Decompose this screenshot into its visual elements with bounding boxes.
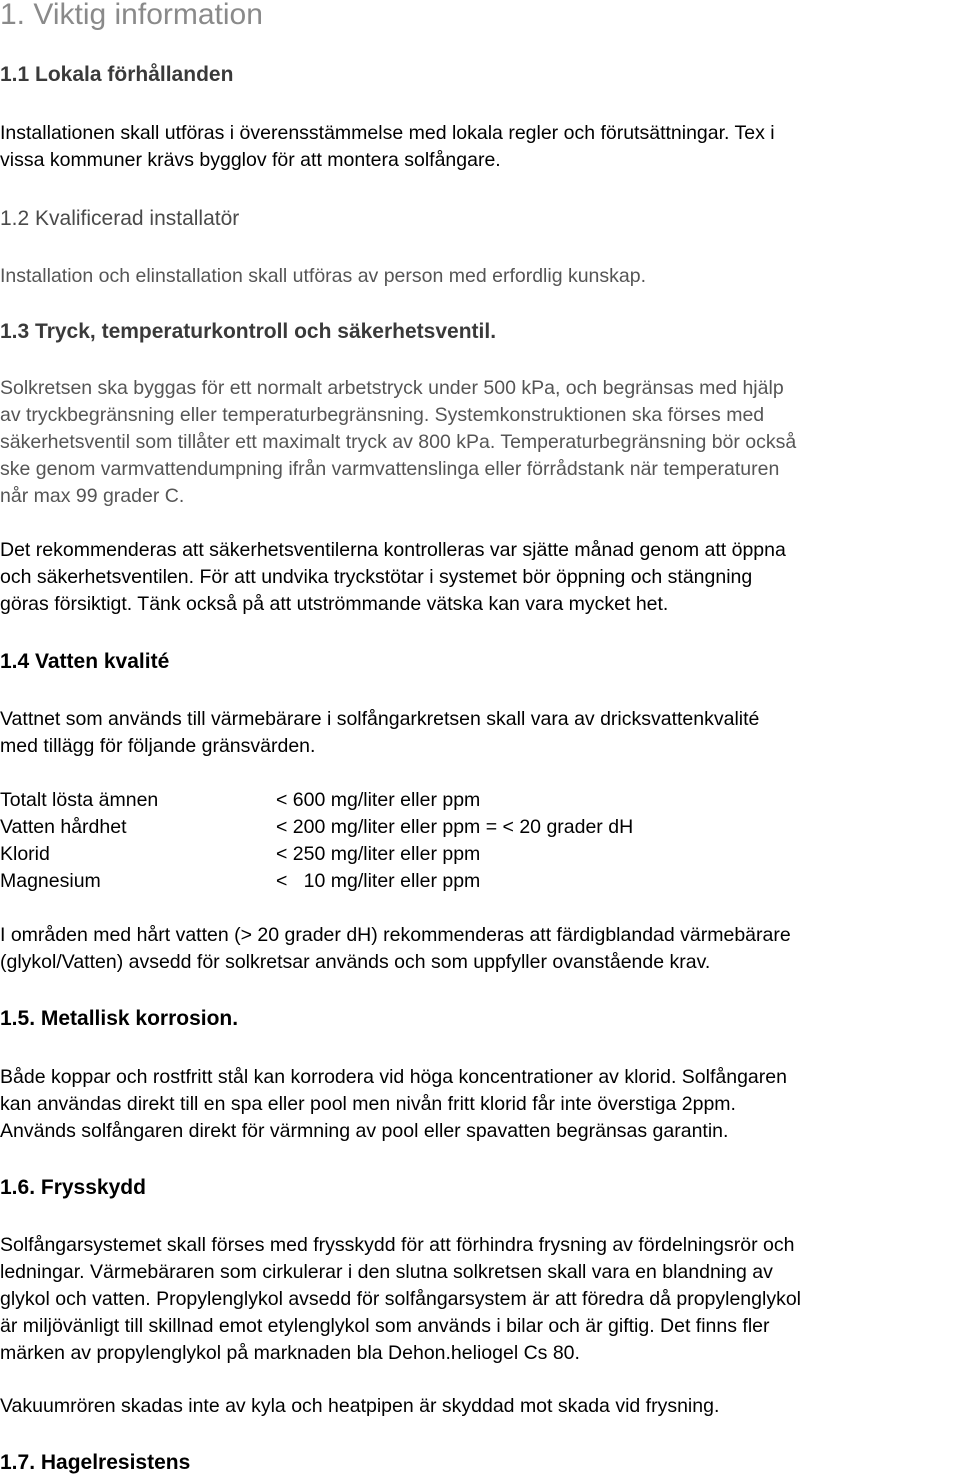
section-1-4-paragraph-2	[0, 922, 791, 976]
section-1-2-paragraph	[0, 263, 646, 290]
text-line: Vakuumrören skadas inte av kyla och heatpipen är skyddad mot skada vid frysning.	[0, 1395, 720, 1417]
section-heading-1-1: 1.1 Lokala förhållanden	[0, 63, 234, 86]
text-line: Installation och elinstallation skall utföras av person med erfordlig kunskap.	[0, 265, 647, 287]
text-line: göras försiktigt. Tänk också på att utströmmande vätska kan vara mycket het.	[0, 593, 669, 615]
water-limits-table	[0, 787, 633, 895]
parameter-value: < 10 mg/liter eller ppm	[276, 870, 481, 892]
section-1-3-paragraph-2	[0, 537, 786, 618]
text-line: Installationen skall utföras i överensstämmelse med lokala regler och förutsättningar. Tex i	[0, 122, 775, 144]
text-line: (glykol/Vatten) avsedd för solkretsar används och som uppfyller ovanstående krav.	[0, 951, 711, 973]
text-line: och säkerhetsventilen. För att undvika tryckstötar i systemet bör öppning och stängning	[0, 566, 753, 588]
section-1-3-paragraph-1	[0, 375, 796, 510]
section-heading-1-7: 1.7. Hagelresistens	[0, 1451, 191, 1474]
text-line: ledningar. Värmebäraren som cirkulerar i den slutna solkretsen skall vara en blandning av	[0, 1261, 773, 1283]
text-line: Solfångarsystemet skall förses med frysskydd för att förhindra frysning av fördelningsrör och	[0, 1234, 795, 1256]
table-row	[0, 841, 633, 868]
section-1-1-paragraph	[0, 120, 775, 174]
text-line: Det rekommenderas att säkerhetsventilerna kontrolleras var sjätte månad genom att öppna	[0, 539, 786, 561]
text-line: Både koppar och rostfritt stål kan korrodera vid höga koncentrationer av klorid. Solfångaren	[0, 1066, 787, 1088]
section-1-5-paragraph	[0, 1064, 787, 1145]
text-line: Vattnet som används till värmebärare i solfångarkretsen skall vara av dricksvattenkvalité	[0, 708, 760, 730]
parameter-name: Magnesium	[0, 870, 101, 892]
text-line: av tryckbegränsning eller temperaturbegränsning. Systemkonstruktionen ska förses med	[0, 404, 765, 426]
parameter-value: < 200 mg/liter eller ppm = < 20 grader dH	[276, 816, 634, 838]
parameter-name: Totalt lösta ämnen	[0, 789, 159, 811]
text-line: med tillägg för följande gränsvärden.	[0, 735, 316, 757]
text-line: märken av propylenglykol på marknaden bla Dehon.heliogel Cs 80.	[0, 1342, 580, 1364]
section-heading-1-3: 1.3 Tryck, temperaturkontroll och säkerhetsventil.	[0, 320, 497, 343]
section-heading-1-4: 1.4 Vatten kvalité	[0, 650, 170, 673]
parameter-value: < 250 mg/liter eller ppm	[276, 843, 481, 865]
parameter-name: Vatten hårdhet	[0, 816, 127, 838]
text-line: ske genom varmvattendumpning ifrån varmvattenslinga eller förrådstank när temperaturen	[0, 458, 780, 480]
section-1-4-paragraph-1	[0, 706, 759, 760]
parameter-value: < 600 mg/liter eller ppm	[276, 789, 481, 811]
text-line: Används solfångaren direkt för värmning av pool eller spavatten begränsas garantin.	[0, 1120, 729, 1142]
page-title: 1. Viktig information	[0, 0, 263, 31]
text-line: Solkretsen ska byggas för ett normalt arbetstryck under 500 kPa, och begränsas med hjälp	[0, 377, 784, 399]
section-heading-1-5: 1.5. Metallisk korrosion.	[0, 1007, 239, 1030]
text-line: glykol och vatten. Propylenglykol avsedd för solfångarsystem är att föredra då propylenglykol	[0, 1288, 802, 1310]
section-heading-1-2: 1.2 Kvalificerad installatör	[0, 207, 240, 230]
text-line: når max 99 grader C.	[0, 485, 185, 507]
table-row	[0, 868, 633, 895]
section-heading-1-6: 1.6. Frysskydd	[0, 1176, 146, 1199]
table-row	[0, 787, 633, 814]
section-1-6-paragraph-1	[0, 1232, 801, 1367]
table-row	[0, 814, 633, 841]
section-1-6-paragraph-2	[0, 1393, 719, 1420]
parameter-name: Klorid	[0, 843, 50, 865]
text-line: kan användas direkt till en spa eller pool men nivån fritt klorid får inte överstiga 2ppm.	[0, 1093, 736, 1115]
text-line: är miljövänligt till skillnad emot etylenglykol som används i bilar och är giftig. Det finns fler	[0, 1315, 770, 1337]
text-line: säkerhetsventil som tillåter ett maximalt tryck av 800 kPa. Temperaturbegränsning bör också	[0, 431, 797, 453]
text-line: vissa kommuner krävs bygglov för att montera solfångare.	[0, 149, 501, 171]
text-line: I områden med hårt vatten (> 20 grader dH) rekommenderas att färdigblandad värmebärare	[0, 924, 791, 946]
